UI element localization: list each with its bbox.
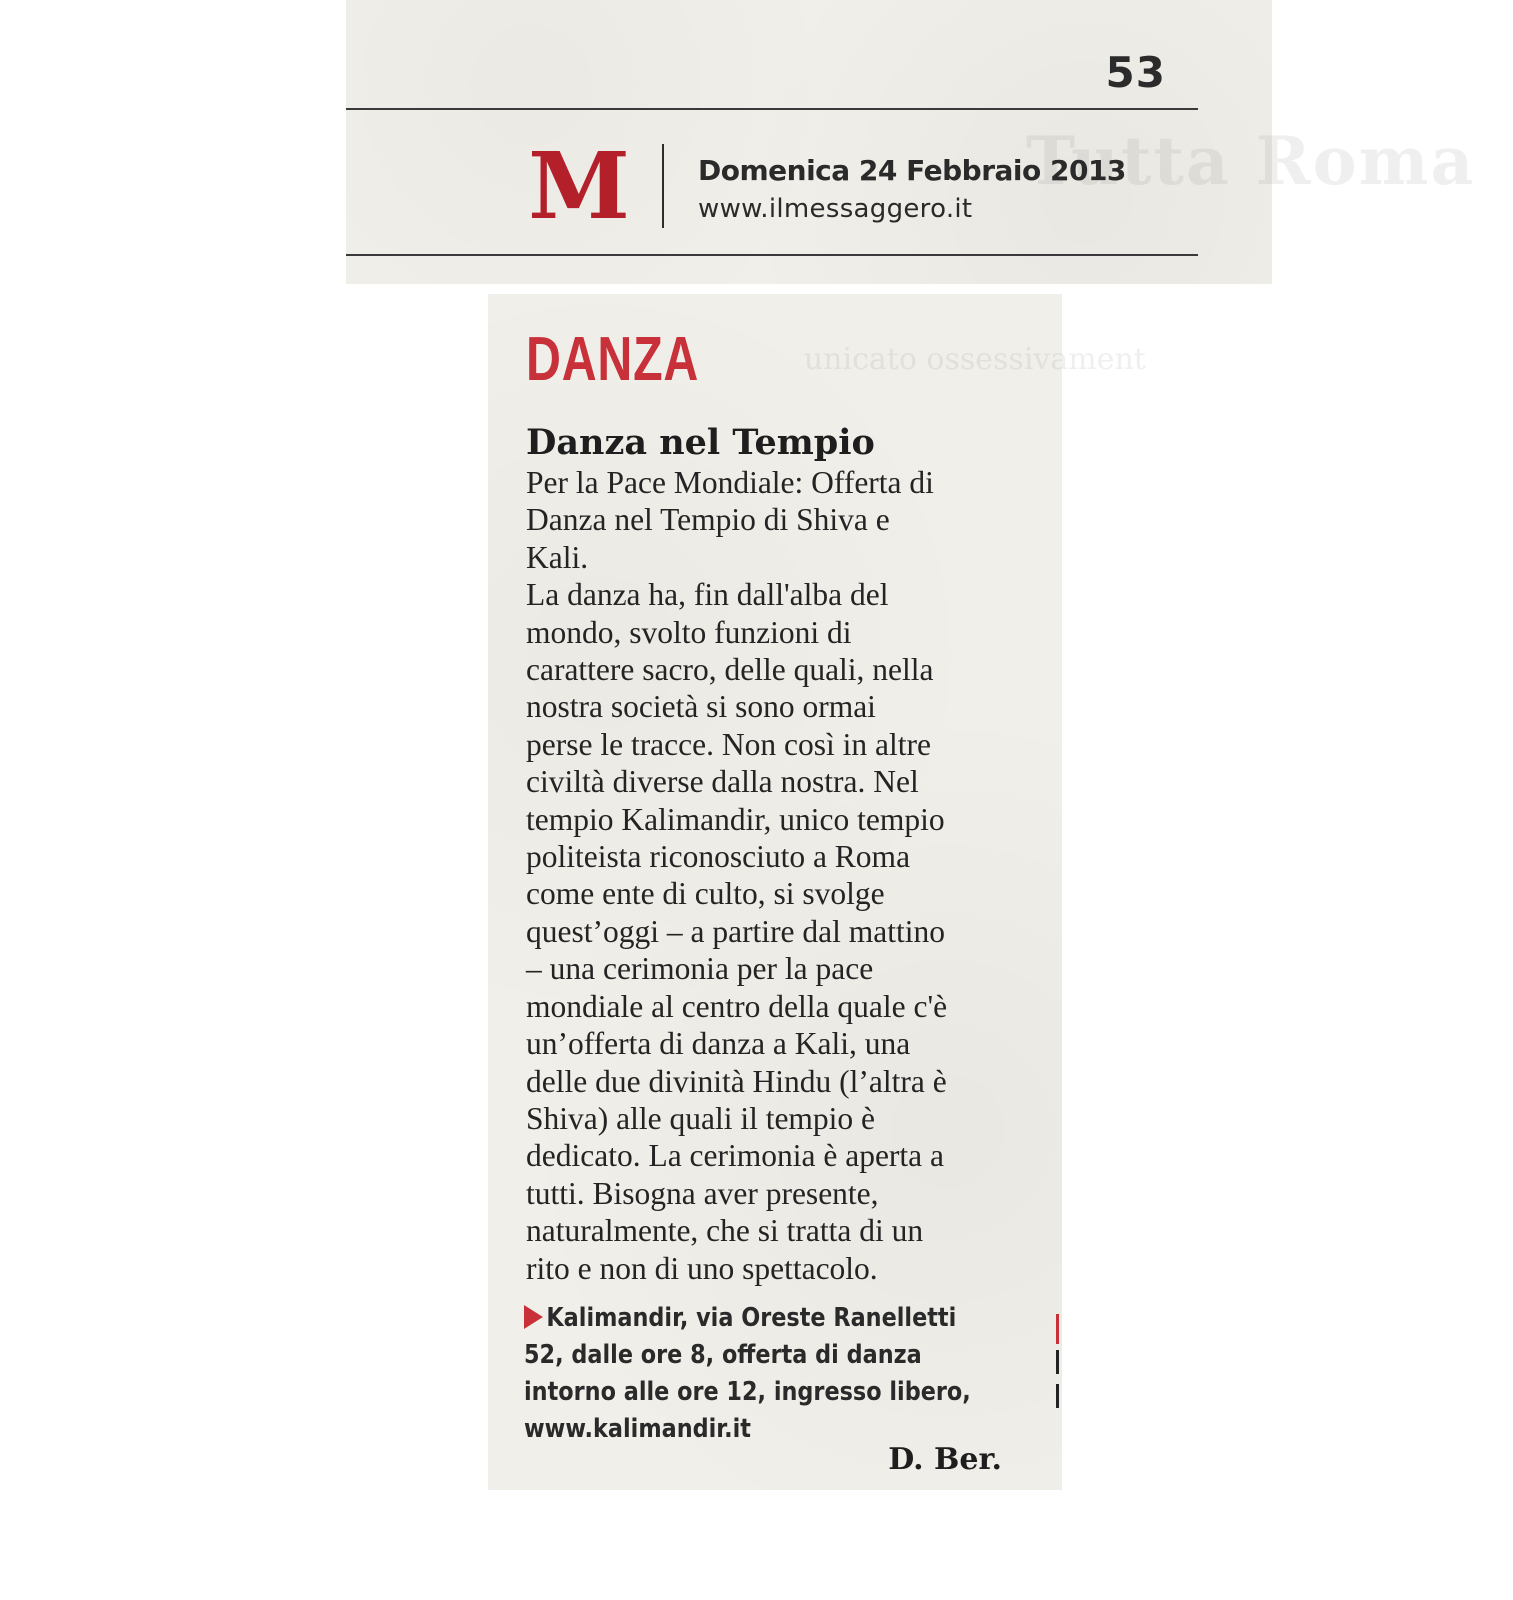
edge-mark — [1056, 1314, 1059, 1344]
body-line: – una cerimonia per la pace — [526, 951, 874, 987]
article-headline: Danza nel Tempio — [526, 422, 875, 463]
body-line: quest’oggi – a partire dal mattino — [526, 913, 946, 949]
article-clipping — [488, 294, 1146, 1490]
newspaper-header — [346, 0, 1476, 284]
body-line: come ente di culto, si svolge — [526, 876, 885, 912]
bleed-through-text: Tutta Roma — [1026, 122, 1476, 200]
play-arrow-icon — [524, 1305, 543, 1329]
page-number: 53 — [1105, 48, 1166, 97]
edge-mark — [1056, 1350, 1059, 1374]
event-info — [524, 1300, 1024, 1448]
info-line: intorno alle ore 12, ingresso libero, — [524, 1377, 971, 1407]
body-line: naturalmente, che si tratta di un — [526, 1213, 924, 1249]
body-line: nostra società si sono ormai — [526, 689, 876, 725]
info-line: www.kalimandir.it — [524, 1414, 751, 1444]
body-line: dedicato. La cerimonia è aperta a — [526, 1138, 945, 1174]
body-line: tempio Kalimandir, unico tempio — [526, 801, 945, 837]
info-line — [524, 1300, 957, 1337]
body-line: La danza ha, fin dall'alba del — [526, 577, 889, 613]
body-line: carattere sacro, delle quali, nella — [526, 652, 934, 688]
body-line: Danza nel Tempio di Shiva e — [526, 502, 890, 538]
body-line: politeista riconosciuto a Roma — [526, 839, 911, 875]
logo-divider — [662, 144, 664, 228]
article-byline: D. Ber. — [888, 1442, 1002, 1477]
body-line: rito e non di uno spettacolo. — [526, 1250, 878, 1286]
body-line: Kali. — [526, 539, 589, 575]
body-line: civiltà diverse dalla nostra. Nel — [526, 764, 919, 800]
info-line-text: Kalimandir, via Oreste Ranelletti — [546, 1303, 957, 1333]
section-label: DANZA — [526, 325, 700, 394]
il-messaggero-logo-icon — [528, 132, 630, 240]
article-body — [526, 464, 1026, 1287]
body-line: Per la Pace Mondiale: Offerta di — [526, 465, 934, 500]
bleed-through-text: unicato ossessivament — [756, 342, 1146, 377]
body-line: mondo, svolto funzioni di — [526, 614, 852, 650]
edge-mark — [1056, 1384, 1059, 1408]
publication-date: Domenica 24 Febbraio 2013 — [698, 154, 1126, 187]
header-top-rule — [346, 108, 1198, 110]
body-line: mondiale al centro della quale c'è — [526, 988, 948, 1024]
body-line: delle due divinità Hindu (l’altra è — [526, 1063, 947, 1099]
body-line: un’offerta di danza a Kali, una — [526, 1026, 911, 1062]
body-line: tutti. Bisogna aver presente, — [526, 1175, 879, 1211]
logo-letter: M — [528, 132, 630, 240]
body-line: Shiva) alle quali il tempio è — [526, 1100, 876, 1136]
info-line: 52, dalle ore 8, offerta di danza — [524, 1340, 922, 1370]
website-url: www.ilmessaggero.it — [698, 194, 973, 224]
body-line: perse le tracce. Non così in altre — [526, 726, 931, 762]
header-bottom-rule — [346, 254, 1198, 256]
